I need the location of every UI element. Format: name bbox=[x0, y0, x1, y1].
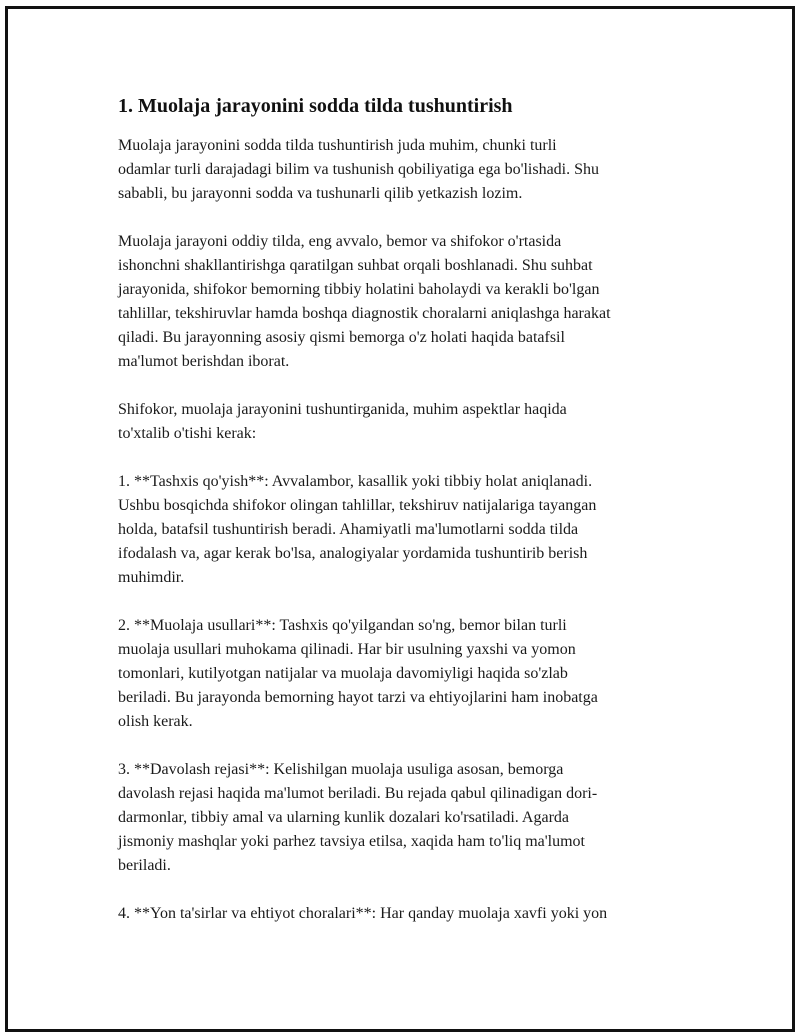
list-item-treatment-methods: 2. **Muolaja usullari**: Tashxis qo'yilgandan so'ng, bemor bilan turli muolaja usullari muhokama qilinadi. Har bir usulning yaxshi va yomon tomonlari, kutilyotgan natijalar va muolaja davomiyligi haqida so'zlab beriladi. Bu jarayonda bemorning hayot tarzi va ehtiyojlarini ham inobatga olish kerak. bbox=[118, 617, 598, 730]
section-heading: 1. Muolaja jarayonini sodda tilda tushuntirish bbox=[118, 95, 513, 117]
paragraph-aspects: Shifokor, muolaja jarayonini tushuntirganida, muhim aspektlar haqida to'xtalib o'tishi kerak: bbox=[118, 401, 567, 442]
list-item-treatment-plan: 3. **Davolash rejasi**: Kelishilgan muolaja usuliga asosan, bemorga davolash rejasi haqida ma'lumot beriladi. Bu rejada qabul qilinadigan dori- darmonlar, tibbiy amal va ularning kunlik dozalari ko'rsatiladi. Agarda jismoniy mashqlar yoki parhez tavsiya etilsa, xaqida ham to'liq ma'lumot beriladi. bbox=[118, 761, 598, 874]
list-item-diagnosis: 1. **Tashxis qo'yish**: Avvalambor, kasallik yoki tibbiy holat aniqlanadi. Ushbu bosqichda shifokor olingan tahlillar, tekshiruv natijalariga tayangan holda, batafsil tushuntirish beradi. Ahamiyatli ma'lumotlarni sodda tilda ifodalash va, agar kerak bo'lsa, analogiyalar yordamida tushuntirib berish muhimdir. bbox=[118, 473, 597, 586]
list-item-side-effects: 4. **Yon ta'sirlar va ehtiyot choralari**: Har qanday muolaja xavfi yoki yon bbox=[118, 905, 608, 922]
document-body bbox=[118, 92, 698, 950]
paragraph-process: Muolaja jarayoni oddiy tilda, eng avvalo, bemor va shifokor o'rtasida ishonchni shakllantirishga qaratilgan suhbat orqali boshlanadi. Shu suhbat jarayonida, shifokor bemorning tibbiy holatini baholaydi va kerakli bo'lgan tahlillar, tekshiruvlar hamda boshqa diagnostik choralarni aniqlashga harakat qiladi. Bu jarayonning asosiy qismi bemorga o'z holati haqida batafsil ma'lumot berishdan iborat. bbox=[118, 233, 611, 370]
paragraph-intro: Muolaja jarayonini sodda tilda tushuntirish juda muhim, chunki turli odamlar turli darajadagi bilim va tushunish qobiliyatiga ega bo'lishadi. Shu sababli, bu jarayonni sodda va tushunarli qilib yetkazish lozim. bbox=[118, 137, 600, 202]
